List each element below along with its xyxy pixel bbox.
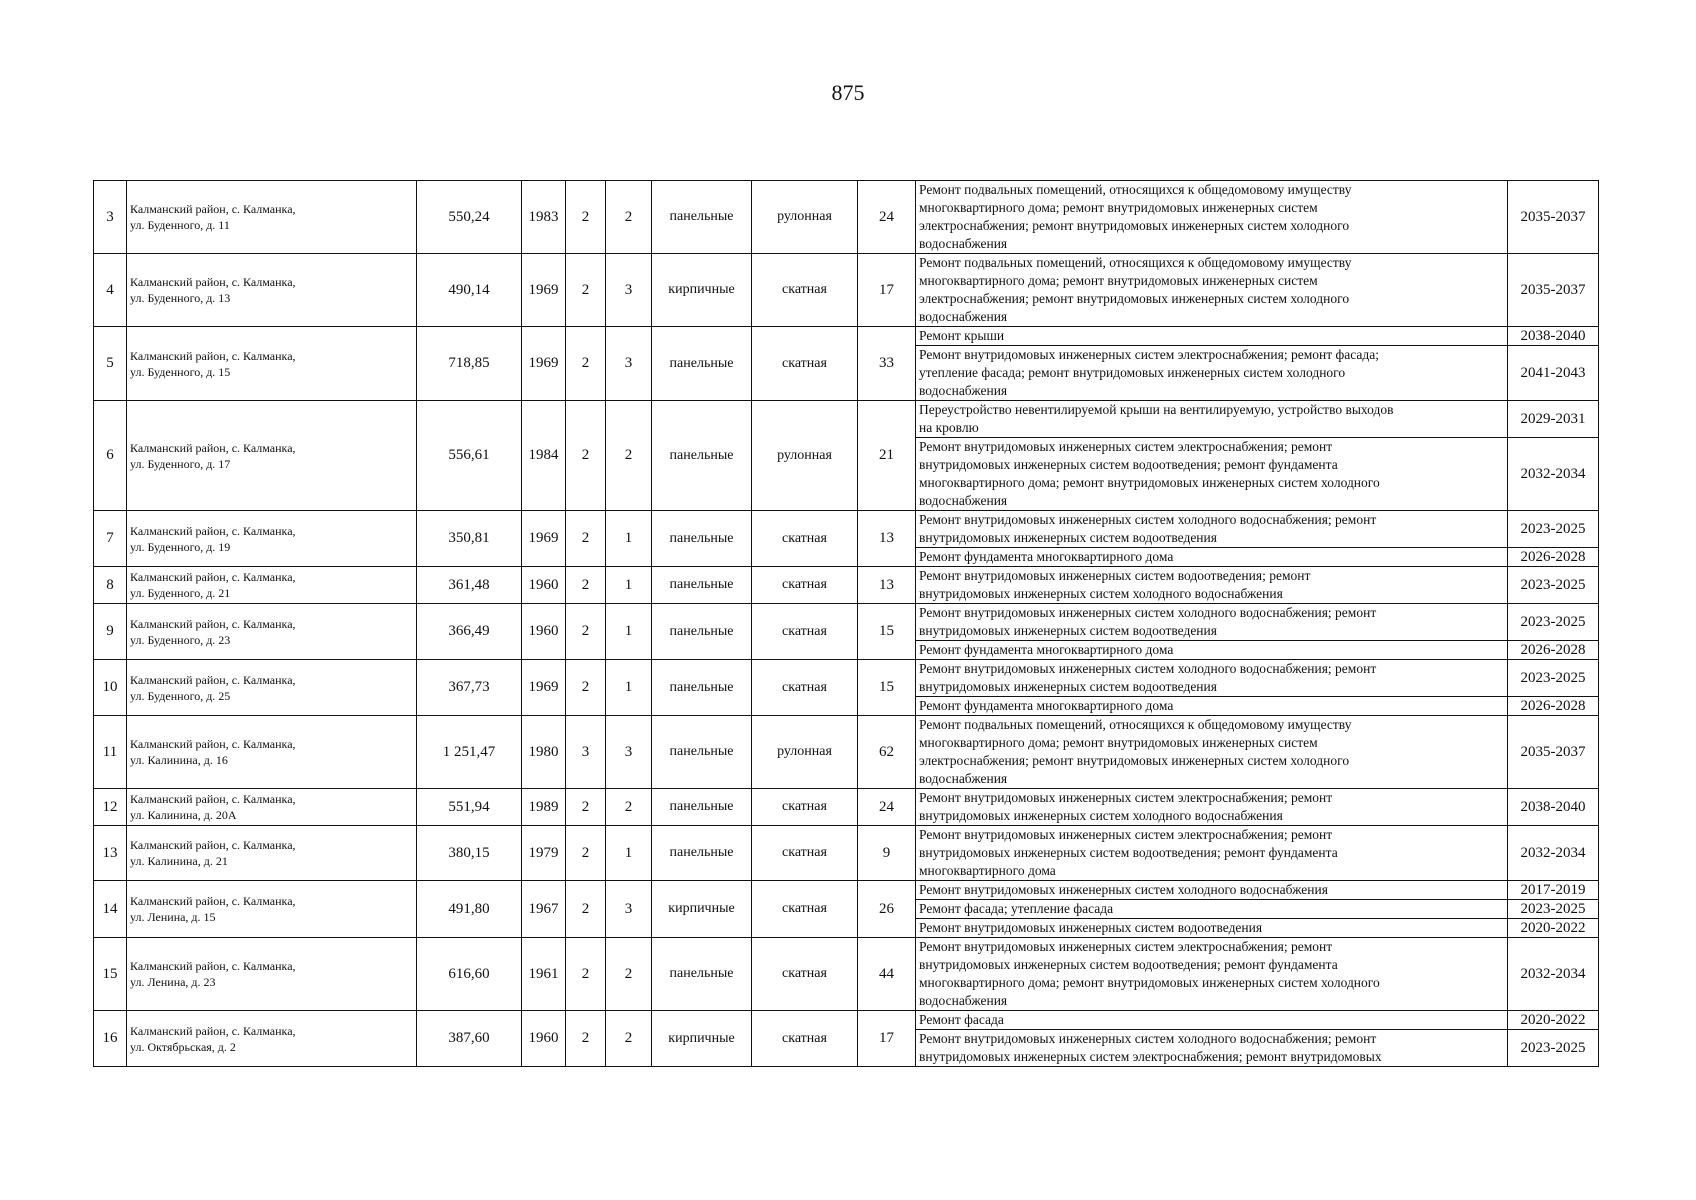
walls-cell: панельные <box>652 716 752 789</box>
row-number: 16 <box>94 1011 127 1067</box>
work-line: внутридомовых инженерных систем водоотведения <box>919 623 1217 638</box>
table-row <box>94 181 1599 254</box>
work-description <box>916 900 1508 919</box>
area-cell: 361,48 <box>417 567 522 604</box>
year-cell: 1969 <box>522 511 566 567</box>
work-line: Ремонт фундамента многоквартирного дома <box>919 549 1174 564</box>
work-line: внутридомовых инженерных систем электроснабжения; ремонт внутридомовых <box>919 1049 1382 1064</box>
row-number: 10 <box>94 660 127 716</box>
work-line: Ремонт внутридомовых инженерных систем холодного водоснабжения; ремонт <box>919 512 1377 527</box>
row-number: 6 <box>94 401 127 511</box>
address-cell <box>127 881 417 938</box>
entrances-cell: 2 <box>606 789 652 826</box>
area-cell: 367,73 <box>417 660 522 716</box>
year-cell: 1984 <box>522 401 566 511</box>
year-cell: 1960 <box>522 604 566 660</box>
year-cell: 1961 <box>522 938 566 1011</box>
work-line: многоквартирного дома; ремонт внутридомовых инженерных систем холодного <box>919 975 1380 990</box>
work-line: Ремонт внутридомовых инженерных систем электроснабжения; ремонт <box>919 790 1333 805</box>
repair-schedule-table <box>93 180 1599 1067</box>
walls-cell: панельные <box>652 401 752 511</box>
entrances-cell: 3 <box>606 254 652 327</box>
work-description <box>916 1030 1508 1067</box>
roof-cell: рулонная <box>752 716 858 789</box>
address-cell <box>127 511 417 567</box>
address-line: Калманский район, с. Калманка, <box>130 570 296 584</box>
address-line: Калманский район, с. Калманка, <box>130 523 296 538</box>
table-row <box>94 254 1599 327</box>
table-row <box>94 604 1599 641</box>
area-cell: 616,60 <box>417 938 522 1011</box>
year-cell: 1967 <box>522 881 566 938</box>
walls-cell: кирпичные <box>652 1011 752 1067</box>
roof-cell: скатная <box>752 567 858 604</box>
area-cell: 350,81 <box>417 511 522 567</box>
work-line: внутридомовых инженерных систем водоотведения <box>919 530 1217 545</box>
address-cell <box>127 789 417 826</box>
walls-cell: панельные <box>652 938 752 1011</box>
residents-cell: 17 <box>858 254 916 327</box>
residents-cell: 24 <box>858 789 916 826</box>
work-line: Ремонт внутридомовых инженерных систем электроснабжения; ремонт <box>919 827 1333 842</box>
roof-cell: рулонная <box>752 181 858 254</box>
page-number: 875 <box>831 80 865 105</box>
floors-cell: 2 <box>566 1011 606 1067</box>
year-cell: 1969 <box>522 327 566 401</box>
work-period: 2023-2025 <box>1508 511 1599 548</box>
work-line: водоснабжения <box>919 493 1008 508</box>
roof-cell: рулонная <box>752 401 858 511</box>
work-line: внутридомовых инженерных систем холодного водоснабжения <box>919 808 1283 823</box>
work-line: электроснабжения; ремонт внутридомовых инженерных систем холодного <box>919 753 1350 768</box>
work-line: водоснабжения <box>919 993 1008 1008</box>
work-period: 2032-2034 <box>1508 438 1599 511</box>
work-line: многоквартирного дома; ремонт внутридомовых инженерных систем <box>919 735 1318 750</box>
residents-cell: 9 <box>858 826 916 881</box>
address-line: ул. Буденного, д. 21 <box>130 586 231 600</box>
walls-cell: панельные <box>652 567 752 604</box>
work-line: водоснабжения <box>919 309 1008 324</box>
roof-cell: скатная <box>752 938 858 1011</box>
address-line: Калманский район, с. Калманка, <box>130 672 296 687</box>
entrances-cell: 1 <box>606 511 652 567</box>
work-line: многоквартирного дома <box>919 863 1056 878</box>
work-description <box>916 254 1508 327</box>
address-line: ул. Ленина, д. 15 <box>130 910 216 924</box>
address-cell <box>127 716 417 789</box>
work-description <box>916 919 1508 938</box>
work-line: утепление фасада; ремонт внутридомовых инженерных систем холодного <box>919 365 1346 380</box>
walls-cell: панельные <box>652 789 752 826</box>
area-cell: 490,14 <box>417 254 522 327</box>
work-line: Ремонт подвальных помещений, относящихся к общедомовому имуществу <box>919 255 1352 270</box>
address-line: ул. Буденного, д. 15 <box>130 364 231 379</box>
address-line: Калманский район, с. Калманка, <box>130 275 296 289</box>
address-cell <box>127 254 417 327</box>
work-description <box>916 346 1508 401</box>
row-number: 13 <box>94 826 127 881</box>
floors-cell: 2 <box>566 604 606 660</box>
work-period: 2026-2028 <box>1508 641 1599 660</box>
work-line: Ремонт внутридомовых инженерных систем электроснабжения; ремонт <box>919 939 1333 954</box>
address-line: Калманский район, с. Калманка, <box>130 440 296 455</box>
work-line: Ремонт внутридомовых инженерных систем холодного водоснабжения <box>919 882 1328 897</box>
residents-cell: 33 <box>858 327 916 401</box>
table-row <box>94 327 1599 346</box>
work-period: 2023-2025 <box>1508 900 1599 919</box>
floors-cell: 2 <box>566 826 606 881</box>
address-cell <box>127 327 417 401</box>
work-line: Ремонт фасада; утепление фасада <box>919 901 1114 916</box>
residents-cell: 44 <box>858 938 916 1011</box>
work-period: 2041-2043 <box>1508 346 1599 401</box>
address-line: Калманский район, с. Калманка, <box>130 737 296 751</box>
roof-cell: скатная <box>752 881 858 938</box>
work-period: 2023-2025 <box>1508 660 1599 697</box>
year-cell: 1983 <box>522 181 566 254</box>
work-period: 2035-2037 <box>1508 254 1599 327</box>
work-line: внутридомовых инженерных систем водоотведения <box>919 679 1217 694</box>
work-period: 2023-2025 <box>1508 567 1599 604</box>
residents-cell: 17 <box>858 1011 916 1067</box>
work-line: Ремонт внутридомовых инженерных систем холодного водоснабжения; ремонт <box>919 605 1377 620</box>
work-description <box>916 1011 1508 1030</box>
entrances-cell: 1 <box>606 660 652 716</box>
row-number: 9 <box>94 604 127 660</box>
work-line: Ремонт внутридомовых инженерных систем электроснабжения; ремонт <box>919 439 1333 454</box>
year-cell: 1979 <box>522 826 566 881</box>
row-number: 14 <box>94 881 127 938</box>
floors-cell: 2 <box>566 881 606 938</box>
work-description <box>916 181 1508 254</box>
address-line: ул. Буденного, д. 11 <box>130 218 230 232</box>
area-cell: 550,24 <box>417 181 522 254</box>
row-number: 15 <box>94 938 127 1011</box>
table-row <box>94 938 1599 1011</box>
floors-cell: 2 <box>566 938 606 1011</box>
work-description <box>916 567 1508 604</box>
area-cell: 551,94 <box>417 789 522 826</box>
walls-cell: панельные <box>652 604 752 660</box>
area-cell: 1 251,47 <box>417 716 522 789</box>
work-description <box>916 826 1508 881</box>
address-line: ул. Калинина, д. 21 <box>130 854 228 868</box>
entrances-cell: 2 <box>606 1011 652 1067</box>
work-line: водоснабжения <box>919 236 1008 251</box>
work-line: Ремонт подвальных помещений, относящихся к общедомовому имуществу <box>919 717 1352 732</box>
floors-cell: 2 <box>566 254 606 327</box>
work-line: внутридомовых инженерных систем водоотведения; ремонт фундамента <box>919 957 1338 972</box>
work-line: водоснабжения <box>919 771 1008 786</box>
address-line: ул. Буденного, д. 13 <box>130 291 231 305</box>
work-description <box>916 789 1508 826</box>
residents-cell: 15 <box>858 604 916 660</box>
area-cell: 380,15 <box>417 826 522 881</box>
work-line: Ремонт внутридомовых инженерных систем водоотведения <box>919 920 1263 935</box>
work-period: 2020-2022 <box>1508 919 1599 938</box>
table-row <box>94 881 1599 900</box>
work-period: 2032-2034 <box>1508 826 1599 881</box>
area-cell: 718,85 <box>417 327 522 401</box>
work-description <box>916 604 1508 641</box>
address-cell <box>127 181 417 254</box>
address-line: Калманский район, с. Калманка, <box>130 792 296 806</box>
work-period: 2023-2025 <box>1508 604 1599 641</box>
work-period: 2038-2040 <box>1508 789 1599 826</box>
work-line: Ремонт внутридомовых инженерных систем электроснабжения; ремонт фасада; <box>919 347 1379 362</box>
work-period: 2035-2037 <box>1508 181 1599 254</box>
address-line: Калманский район, с. Калманка, <box>130 959 296 973</box>
work-description <box>916 438 1508 511</box>
address-line: Калманский район, с. Калманка, <box>130 1023 296 1038</box>
work-line: Ремонт фундамента многоквартирного дома <box>919 698 1174 713</box>
table-row <box>94 511 1599 548</box>
work-description <box>916 938 1508 1011</box>
work-period: 2017-2019 <box>1508 881 1599 900</box>
residents-cell: 13 <box>858 567 916 604</box>
work-line: многоквартирного дома; ремонт внутридомовых инженерных систем холодного <box>919 475 1380 490</box>
area-cell: 366,49 <box>417 604 522 660</box>
address-cell <box>127 826 417 881</box>
floors-cell: 3 <box>566 716 606 789</box>
work-line: Ремонт крыши <box>919 328 1005 343</box>
work-line: Ремонт подвальных помещений, относящихся к общедомовому имуществу <box>919 182 1352 197</box>
walls-cell: панельные <box>652 511 752 567</box>
work-line: Ремонт внутридомовых инженерных систем холодного водоснабжения; ремонт <box>919 661 1377 676</box>
walls-cell: панельные <box>652 660 752 716</box>
work-line: электроснабжения; ремонт внутридомовых инженерных систем холодного <box>919 291 1350 306</box>
table-row <box>94 660 1599 697</box>
table-row <box>94 789 1599 826</box>
row-number: 7 <box>94 511 127 567</box>
table-row <box>94 716 1599 789</box>
work-line: внутридомовых инженерных систем водоотведения; ремонт фундамента <box>919 457 1338 472</box>
address-line: ул. Ленина, д. 23 <box>130 975 216 989</box>
address-line: ул. Буденного, д. 23 <box>130 632 231 647</box>
residents-cell: 21 <box>858 401 916 511</box>
work-period: 2038-2040 <box>1508 327 1599 346</box>
work-period: 2020-2022 <box>1508 1011 1599 1030</box>
work-period: 2026-2028 <box>1508 697 1599 716</box>
work-line: водоснабжения <box>919 383 1008 398</box>
work-period: 2026-2028 <box>1508 548 1599 567</box>
work-line: внутридомовых инженерных систем холодного водоснабжения <box>919 586 1283 601</box>
work-description <box>916 641 1508 660</box>
area-cell: 556,61 <box>417 401 522 511</box>
row-number: 3 <box>94 181 127 254</box>
work-description <box>916 548 1508 567</box>
work-line: на кровлю <box>919 420 979 435</box>
address-line: Калманский район, с. Калманка, <box>130 838 296 852</box>
work-description <box>916 327 1508 346</box>
address-line: ул. Буденного, д. 25 <box>130 688 231 703</box>
floors-cell: 2 <box>566 181 606 254</box>
work-period: 2029-2031 <box>1508 401 1599 438</box>
row-number: 5 <box>94 327 127 401</box>
entrances-cell: 1 <box>606 604 652 660</box>
area-cell: 387,60 <box>417 1011 522 1067</box>
address-line: Калманский район, с. Калманка, <box>130 348 296 363</box>
year-cell: 1969 <box>522 660 566 716</box>
row-number: 4 <box>94 254 127 327</box>
residents-cell: 15 <box>858 660 916 716</box>
table-row <box>94 401 1599 438</box>
work-description <box>916 697 1508 716</box>
address-cell <box>127 401 417 511</box>
entrances-cell: 2 <box>606 938 652 1011</box>
address-line: ул. Калинина, д. 20А <box>130 808 237 822</box>
roof-cell: скатная <box>752 604 858 660</box>
table-row <box>94 826 1599 881</box>
row-number: 11 <box>94 716 127 789</box>
work-line: многоквартирного дома; ремонт внутридомовых инженерных систем <box>919 273 1318 288</box>
row-number: 8 <box>94 567 127 604</box>
address-line: Калманский район, с. Калманка, <box>130 616 296 631</box>
roof-cell: скатная <box>752 511 858 567</box>
floors-cell: 2 <box>566 567 606 604</box>
entrances-cell: 3 <box>606 327 652 401</box>
roof-cell: скатная <box>752 826 858 881</box>
table-row <box>94 1011 1599 1030</box>
address-cell <box>127 604 417 660</box>
year-cell: 1969 <box>522 254 566 327</box>
address-line: ул. Буденного, д. 19 <box>130 539 231 554</box>
work-period: 2035-2037 <box>1508 716 1599 789</box>
floors-cell: 2 <box>566 789 606 826</box>
entrances-cell: 2 <box>606 401 652 511</box>
floors-cell: 2 <box>566 327 606 401</box>
entrances-cell: 2 <box>606 181 652 254</box>
floors-cell: 2 <box>566 401 606 511</box>
entrances-cell: 1 <box>606 826 652 881</box>
work-description <box>916 660 1508 697</box>
address-line: Калманский район, с. Калманка, <box>130 202 296 216</box>
work-description <box>916 716 1508 789</box>
work-line: Ремонт внутридомовых инженерных систем водоотведения; ремонт <box>919 568 1311 583</box>
roof-cell: скатная <box>752 789 858 826</box>
residents-cell: 24 <box>858 181 916 254</box>
address-line: ул. Буденного, д. 17 <box>130 456 231 471</box>
roof-cell: скатная <box>752 660 858 716</box>
work-line: электроснабжения; ремонт внутридомовых инженерных систем холодного <box>919 218 1350 233</box>
year-cell: 1960 <box>522 567 566 604</box>
address-cell <box>127 938 417 1011</box>
work-line: Ремонт внутридомовых инженерных систем холодного водоснабжения; ремонт <box>919 1031 1377 1046</box>
work-period: 2023-2025 <box>1508 1030 1599 1067</box>
work-line: внутридомовых инженерных систем водоотведения; ремонт фундамента <box>919 845 1338 860</box>
residents-cell: 62 <box>858 716 916 789</box>
residents-cell: 26 <box>858 881 916 938</box>
work-line: Ремонт фундамента многоквартирного дома <box>919 642 1174 657</box>
work-description <box>916 511 1508 548</box>
work-line: Ремонт фасада <box>919 1012 1004 1027</box>
work-line: многоквартирного дома; ремонт внутридомовых инженерных систем <box>919 200 1318 215</box>
residents-cell: 13 <box>858 511 916 567</box>
work-description <box>916 401 1508 438</box>
roof-cell: скатная <box>752 1011 858 1067</box>
row-number: 12 <box>94 789 127 826</box>
work-description <box>916 881 1508 900</box>
address-line: ул. Октябрьская, д. 2 <box>130 1039 236 1054</box>
roof-cell: скатная <box>752 254 858 327</box>
entrances-cell: 3 <box>606 716 652 789</box>
walls-cell: кирпичные <box>652 254 752 327</box>
address-line: ул. Калинина, д. 16 <box>130 753 228 767</box>
address-cell <box>127 1011 417 1067</box>
floors-cell: 2 <box>566 511 606 567</box>
walls-cell: кирпичные <box>652 881 752 938</box>
walls-cell: панельные <box>652 826 752 881</box>
roof-cell: скатная <box>752 327 858 401</box>
area-cell: 491,80 <box>417 881 522 938</box>
work-period: 2032-2034 <box>1508 938 1599 1011</box>
address-line: Калманский район, с. Калманка, <box>130 894 296 908</box>
year-cell: 1989 <box>522 789 566 826</box>
address-cell <box>127 567 417 604</box>
entrances-cell: 3 <box>606 881 652 938</box>
address-cell <box>127 660 417 716</box>
floors-cell: 2 <box>566 660 606 716</box>
year-cell: 1980 <box>522 716 566 789</box>
year-cell: 1960 <box>522 1011 566 1067</box>
walls-cell: панельные <box>652 181 752 254</box>
entrances-cell: 1 <box>606 567 652 604</box>
work-line: Переустройство невентилируемой крыши на вентилируемую, устройство выходов <box>919 402 1394 417</box>
table-row <box>94 567 1599 604</box>
walls-cell: панельные <box>652 327 752 401</box>
